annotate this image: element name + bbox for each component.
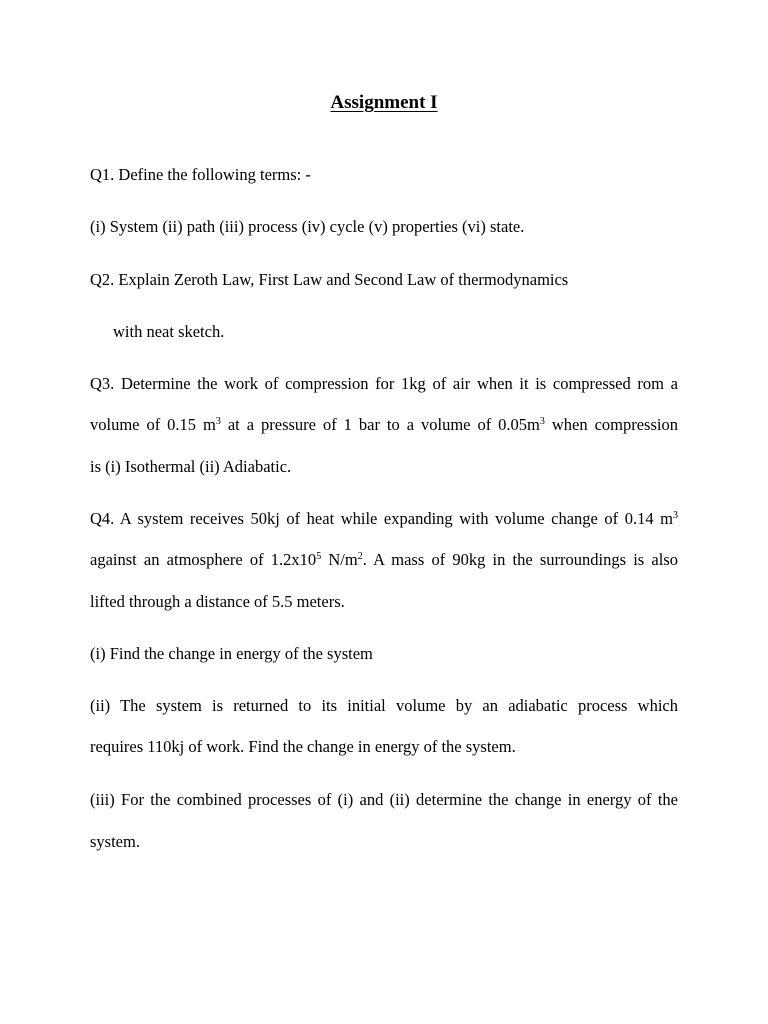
q4-part-1: (i) Find the change in energy of the system	[90, 644, 373, 663]
q2-continuation: with neat sketch.	[113, 322, 225, 341]
q4-line-2	[90, 550, 678, 570]
q4-part-2-line-1: (ii) The system is returned to its initial volume by an adiabatic process which	[90, 696, 678, 715]
q1-terms: (i) System (ii) path (iii) process (iv) cycle (v) properties (vi) state.	[90, 217, 525, 236]
q4-part-2-line-2: requires 110kj of work. Find the change in energy of the system.	[90, 737, 516, 756]
page-title: Assignment I	[330, 92, 438, 113]
q4-line-2-text-a: against an atmosphere of 1.2x10	[90, 550, 317, 569]
q3-superscript-1: 3	[215, 416, 221, 427]
q4-superscript-2: 5	[316, 551, 322, 562]
q3-line-2-text-a: volume of 0.15 m	[90, 415, 216, 434]
q1-heading: Q1. Define the following terms: -	[90, 165, 311, 184]
q4-superscript-1: 3	[673, 510, 678, 521]
q4-line-1-text: Q4. A system receives 50kj of heat while expanding with volume change of 0.14 m	[90, 509, 673, 528]
q4-superscript-3: 2	[357, 551, 363, 562]
q3-line-2	[90, 415, 678, 435]
q3-line-3: is (i) Isothermal (ii) Adiabatic.	[90, 457, 292, 476]
q3-line-1: Q3. Determine the work of compression for 1kg of air when it is compressed rom a	[90, 374, 678, 393]
q3-line-2-text-b: at a pressure of 1 bar to a volume of 0.05m	[220, 415, 540, 434]
q3-line-2-text-c: when compression	[544, 415, 678, 434]
q4-part-3-line-2: system.	[90, 832, 140, 851]
q4-line-3: lifted through a distance of 5.5 meters.	[90, 592, 345, 611]
q4-line-1	[90, 509, 678, 529]
q4-line-2-text-c: . A mass of 90kg in the surroundings is also	[362, 550, 678, 569]
q3-superscript-2: 3	[539, 416, 545, 427]
q4-line-2-text-b: N/m	[321, 550, 358, 569]
q2-heading: Q2. Explain Zeroth Law, First Law and Second Law of thermodynamics	[90, 270, 569, 289]
q4-part-3-line-1: (iii) For the combined processes of (i) and (ii) determine the change in energy of the	[90, 790, 678, 809]
